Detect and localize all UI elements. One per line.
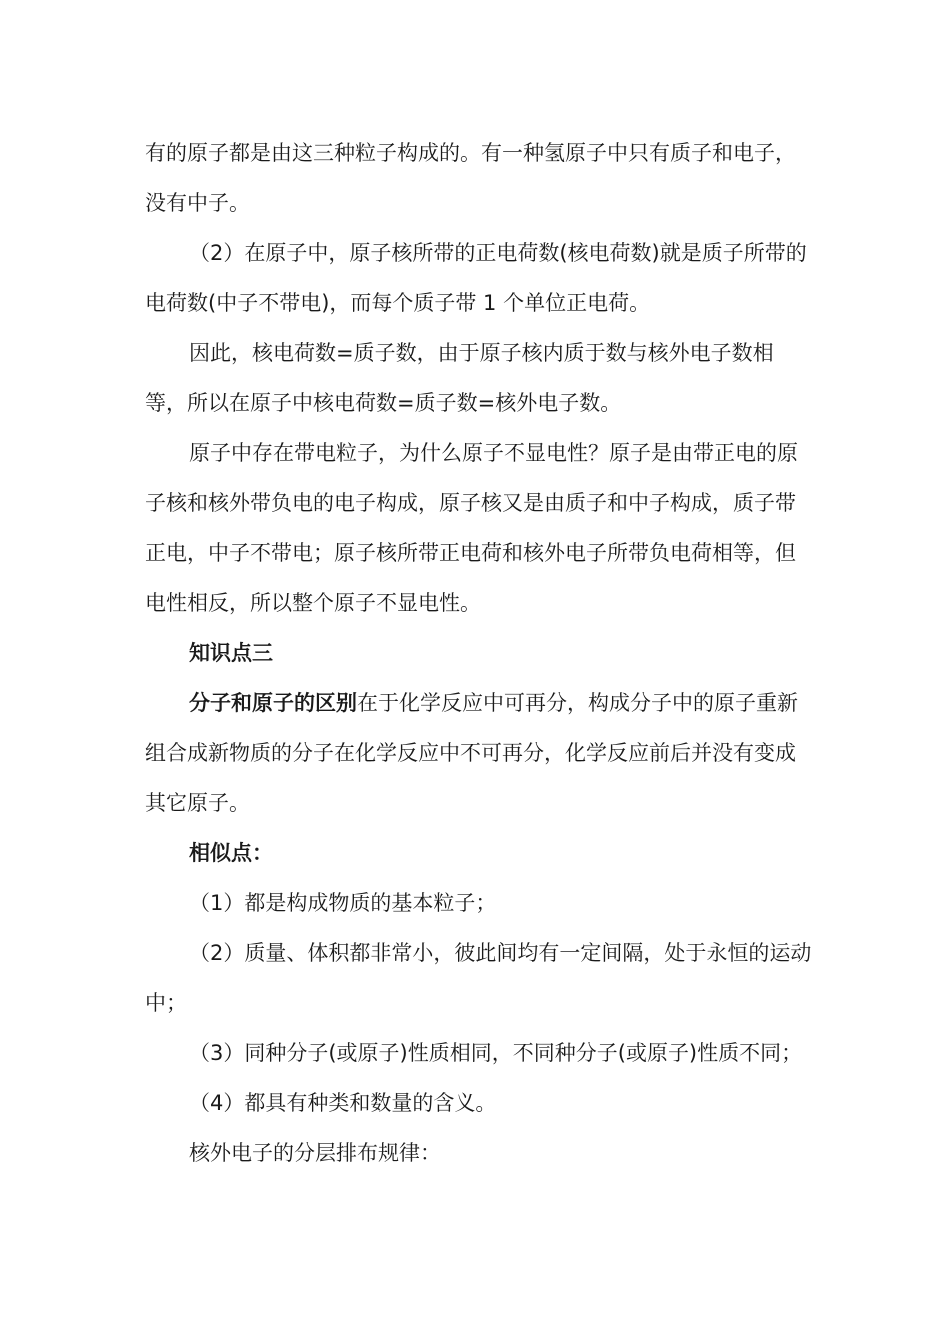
section-heading-knowledge-point-3: 知识点三 <box>189 641 273 665</box>
paragraph-electron-shell-rules: 核外电子的分层排布规律： <box>189 1141 441 1165</box>
paragraph-charge-equality: 因此，核电荷数=质子数，由于原子核内质于数与核外电子数相等，所以在原子中核电荷数=质子数=核外电子数。 <box>145 341 774 415</box>
paragraph-neutrality: 原子中存在带电粒子，为什么原子不显电性？原子是由带正电的原子核和核外带负电的电子构成，原子核又是由质子和中子构成，质子带正电，中子不带电；原子核所带正电荷和核外电子所带负电荷相等，但电性相反，所以整个原子不显电性。 <box>145 441 798 615</box>
similarity-item-2: （2）质量、体积都非常小，彼此间均有一定间隔，处于永恒的运动中； <box>145 941 812 1015</box>
similarity-item-1: （1）都是构成物质的基本粒子； <box>189 891 497 915</box>
document-body <box>145 128 815 1178</box>
paragraph-atom-composition: 有的原子都是由这三种粒子构成的。有一种氢原子中只有质子和电子，没有中子。 <box>145 141 796 215</box>
paragraph-molecule-atom-difference <box>145 678 815 828</box>
similarity-item-4: （4）都具有种类和数量的含义。 <box>189 1091 497 1115</box>
difference-explanation: 在于化学反应中可再分，构成分子中的原子重新组合成新物质的分子在化学反应中不可再分，化学反应前后并没有变成其它原子。 <box>145 691 798 815</box>
similarities-heading: 相似点： <box>189 841 273 865</box>
similarity-item-3: （3）同种分子(或原子)性质相同，不同种分子(或原子)性质不同； <box>189 1041 803 1065</box>
paragraph-nuclear-charge: （2）在原子中，原子核所带的正电荷数(核电荷数)就是质子所带的电荷数(中子不带电)，而每个质子带 1 个单位正电荷。 <box>145 241 807 315</box>
difference-term: 分子和原子的区别 <box>189 691 357 715</box>
